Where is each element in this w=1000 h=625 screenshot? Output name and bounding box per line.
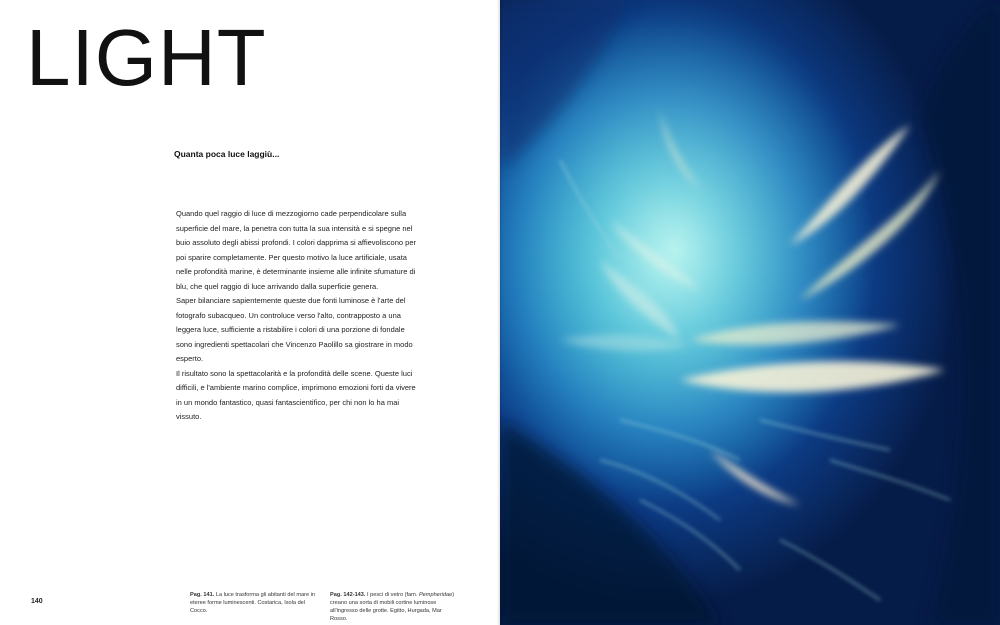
caption-ref: Pag. 142-143.: [330, 592, 366, 598]
caption-text: La luce trasforma gli abitanti del mare in eteree forme luminescenti. Costarica, Isola del Cocco.: [190, 592, 316, 614]
paragraph: Il risultato sono la spettacolarità e la profondità delle scene. Queste luci difficili, e l'ambiente marino complice, imprimono emozioni forti da vivere in un mondo fantastico, quasi fantascientifico, per chi non lo ha mai vissuto.: [176, 368, 416, 421]
body-text: [176, 207, 420, 425]
section-subtitle: Quanta poca luce laggiù...: [174, 149, 280, 159]
caption-text: I pesci di vetro (fam.: [367, 592, 418, 598]
caption-text: ) creano una sorta di mobili cortine luminose all'ingresso delle grotte. Egitto, Hurgada, Mar Rosso.: [330, 592, 455, 622]
photo-artwork: [500, 0, 1000, 625]
underwater-fish-school-photo: [500, 0, 1000, 625]
caption-ref: Pag. 141.: [190, 592, 215, 598]
book-gutter: [497, 0, 503, 625]
page-title: LIGHT: [26, 13, 267, 102]
photo-caption: [190, 591, 320, 615]
caption-italic: Pempheridae: [418, 592, 453, 598]
paragraph: Quando quel raggio di luce di mezzogiorno cade perpendicolare sulla superficie del mare, la penetra con tutta la sua intensità e si spegne nel buio assoluto degli abissi profondi. I colori dapprima si affievoliscono per poi sparire completamente. Per questo motivo la luce artificiale, usata nelle profondità marine, è determinante insieme alle infinite sfumature di blu, che quel raggio di luce arrivando dalla superficie genera.: [176, 209, 416, 291]
paragraph: Saper bilanciare sapientemente queste due fonti luminose è l'arte del fotografo subacqueo. Un controluce verso l'alto, contrapposto a una leggera luce, sufficiente a ristabilire i colori di una porzione di fondale sono ingredienti spettacolari che Vincenzo Paolillo sa giostrare in modo esperto.: [176, 296, 413, 363]
photo-caption: [330, 591, 460, 623]
page-number: 140: [31, 598, 43, 605]
